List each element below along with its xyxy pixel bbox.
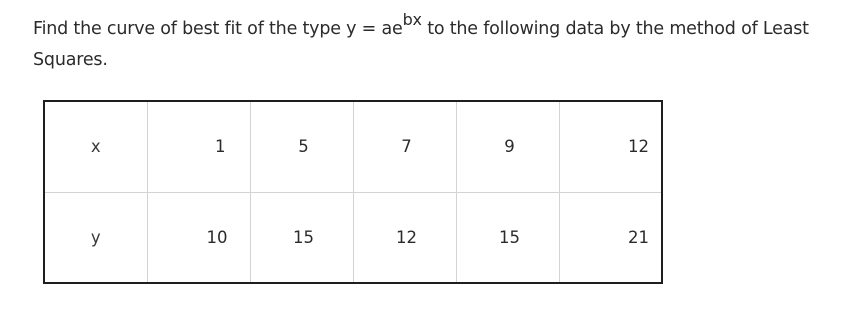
table-cell: 21 [559, 192, 662, 283]
table-cell: 9 [456, 101, 559, 192]
table-cell: 12 [559, 101, 662, 192]
row-label-x: x [44, 101, 147, 192]
table-row-x [44, 101, 662, 192]
table-cell: 15 [250, 192, 353, 283]
row-label-y: y [44, 192, 147, 283]
table-cell: 10 [147, 192, 250, 283]
question-text-start: Find the curve of best fit of the type y = ae [33, 19, 403, 39]
data-table [43, 100, 663, 284]
question-text [33, 10, 841, 76]
table-cell: 5 [250, 101, 353, 192]
table-cell: 1 [147, 101, 250, 192]
table-cell: 7 [353, 101, 456, 192]
exponent-bx: bx [402, 10, 422, 30]
table-cell: 12 [353, 192, 456, 283]
table-row-y [44, 192, 662, 283]
question-text-end: to the following data by the method of Least Squares. [33, 19, 809, 70]
table-cell: 15 [456, 192, 559, 283]
